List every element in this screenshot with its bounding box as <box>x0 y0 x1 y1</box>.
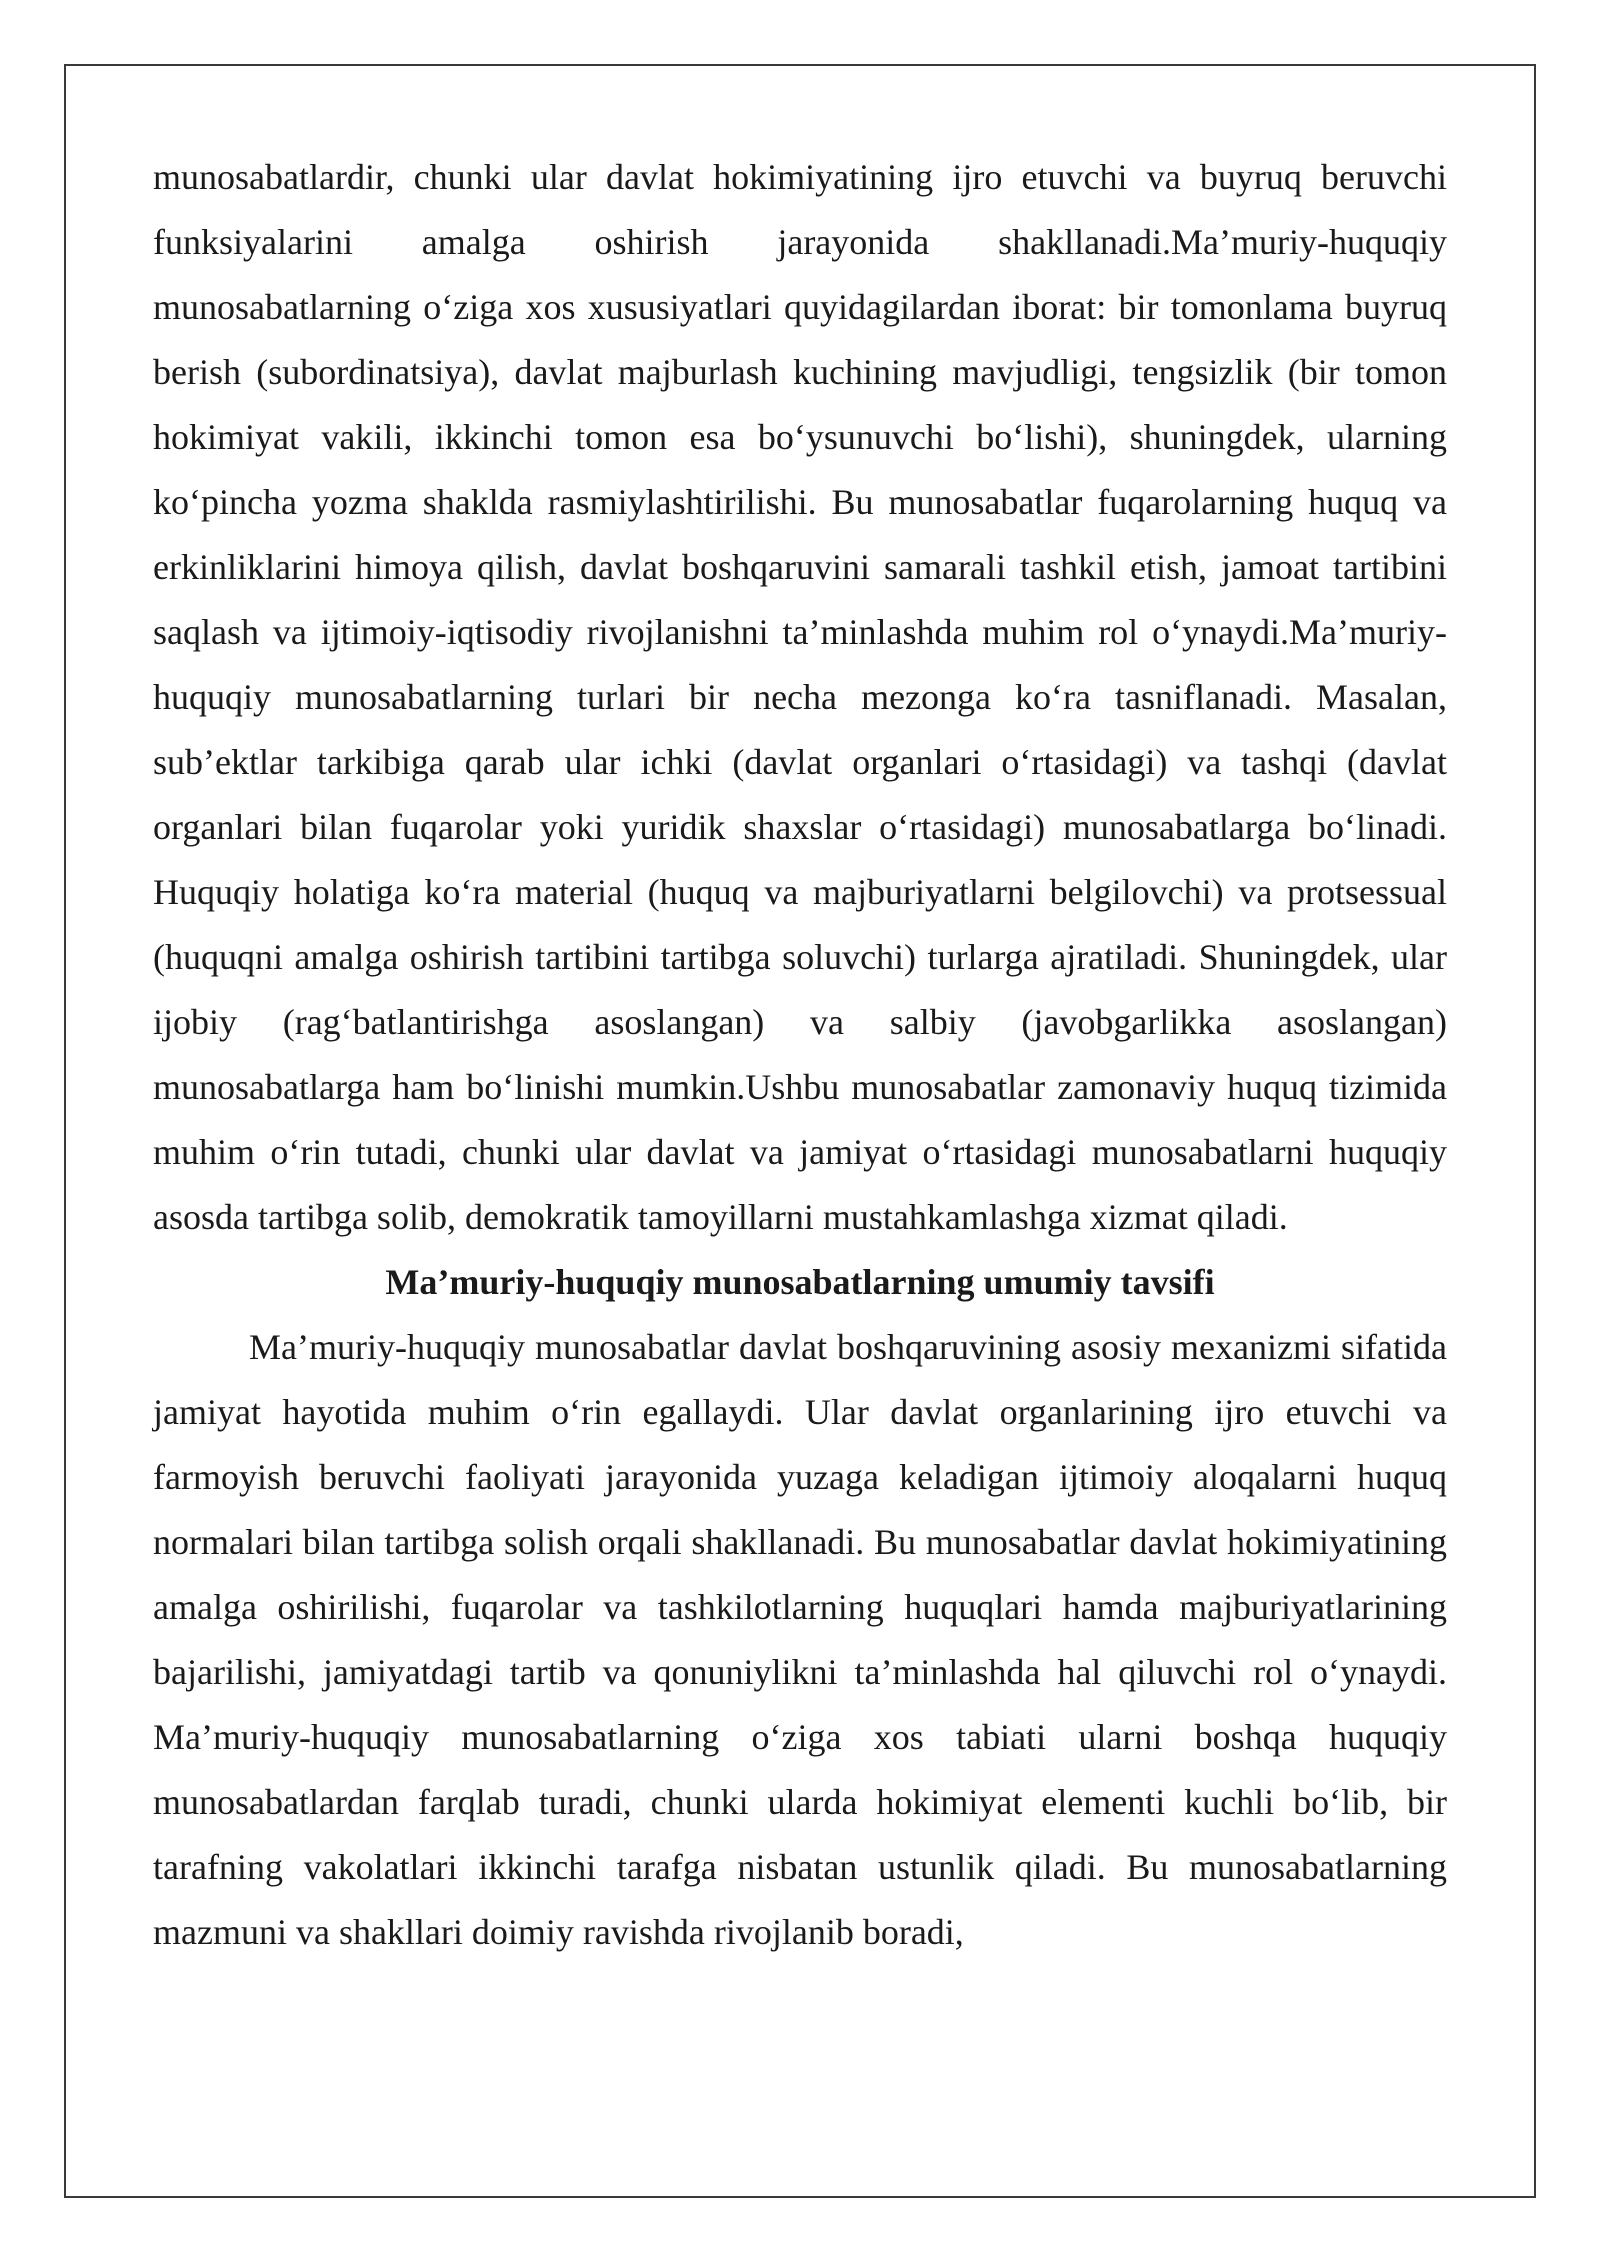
paragraph-general-description: Ma’muriy-huquqiy munosabatlar davlat boshqaruvining asosiy mexanizmi sifatida jamiyat hayotida muhim o‘rin egallaydi. Ular davlat organlarining ijro etuvchi va farmoyish beruvchi faoliyati jarayonida yuzaga keladigan ijtimoiy aloqalarni huquq normalari bilan tartibga solish orqali shakllanadi. Bu munosabatlar davlat hokimiyatining amalga oshirilishi, fuqarolar va tashkilotlarning huquqlari hamda majburiyatlarining bajarilishi, jamiyatdagi tartib va qonuniylikni ta’minlashda hal qiluvchi rol o‘ynaydi. Ma’muriy-huquqiy munosabatlarning o‘ziga xos tabiati ularni boshqa huquqiy munosabatlardan farqlab turadi, chunki ularda hokimiyat elementi kuchli bo‘lib, bir tarafning vakolatlari ikkinchi tarafga nisbatan ustunlik qiladi. Bu munosabatlarning mazmuni va shakllari doimiy ravishda rivojlanib boradi, <box>153 1327 1447 1952</box>
paragraph-continuation: munosabatlardir, chunki ular davlat hokimiyatining ijro etuvchi va buyruq beruvchi funksiyalarini amalga oshirish jarayonida shakllanadi.Ma’muriy-huquqiy munosabatlarning o‘ziga xos xususiyatlari quyidagilardan iborat: bir tomonlama buyruq berish (subordinatsiya), davlat majburlash kuchining mavjudligi, tengsizlik (bir tomon hokimiyat vakili, ikkinchi tomon esa bo‘ysunuvchi bo‘lishi), shuningdek, ularning ko‘pincha yozma shaklda rasmiylashtirilishi. Bu munosabatlar fuqarolarning huquq va erkinliklarini himoya qilish, davlat boshqaruvini samarali tashkil etish, jamoat tartibini saqlash va ijtimoiy-iqtisodiy rivojlanishni ta’minlashda muhim rol o‘ynaydi.Ma’muriy-huquqiy munosabatlarning turlari bir necha mezonga ko‘ra tasniflanadi. Masalan, sub’ektlar tarkibiga qarab ular ichki (davlat organlari o‘rtasidagi) va tashqi (davlat organlari bilan fuqarolar yoki yuridik shaxslar o‘rtasidagi) munosabatlarga bo‘linadi. Huquqiy holatiga ko‘ra material (huquq va majburiyatlarni belgilovchi) va protsessual (huquqni amalga oshirish tartibini tartibga soluvchi) turlarga ajratiladi. Shuningdek, ular ijobiy (rag‘batlantirishga asoslangan) va salbiy (javobgarlikka asoslangan) munosabatlarga ham bo‘linishi mumkin.Ushbu munosabatlar zamonaviy huquq tizimida muhim o‘rin tutadi, chunki ular davlat va jamiyat o‘rtasidagi munosabatlarni huquqiy asosda tartibga solib, demokratik tamoyillarni mustahkamlashga xizmat qiladi. <box>153 157 1447 1237</box>
document-body <box>153 145 1447 1965</box>
section-heading: Ma’muriy-huquqiy munosabatlarning umumiy tavsifi <box>385 1262 1215 1302</box>
